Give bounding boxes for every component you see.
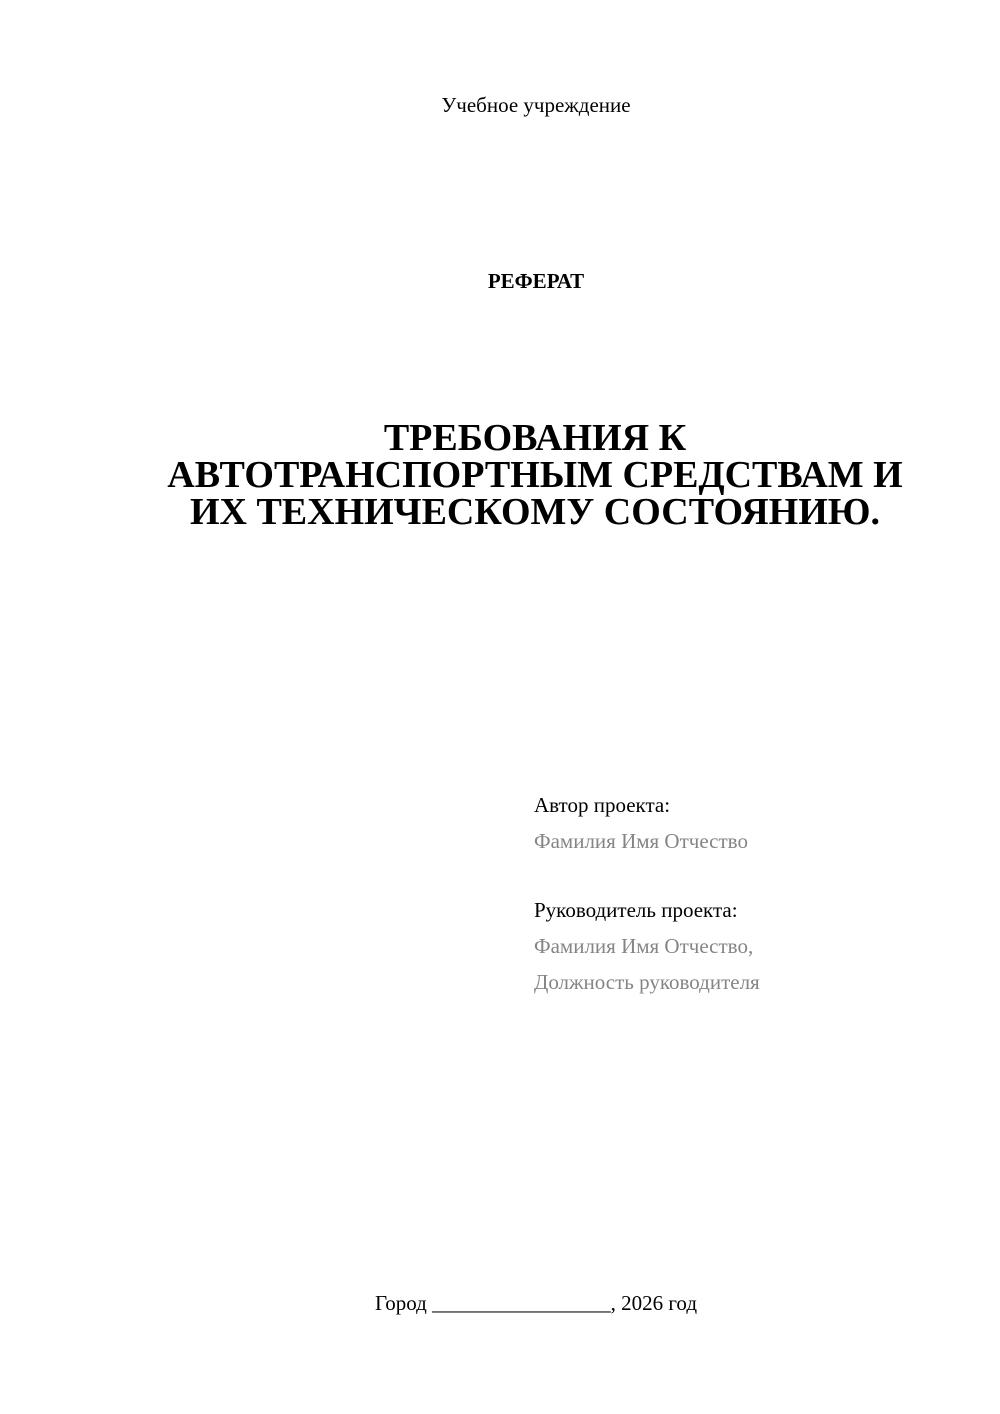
document-type: РЕФЕРАТ [487, 269, 585, 293]
author-label: Автор проекта: [534, 793, 671, 817]
year-text: , 2026 год [610, 1291, 698, 1315]
title-line: ИХ ТЕХНИЧЕСКОМУ СОСТОЯНИЮ. [189, 491, 881, 533]
city-blank: _________________ [432, 1291, 611, 1315]
author-block [534, 787, 974, 859]
document-title [140, 417, 930, 533]
title-line: АВТОТРАНСПОРТНЫМ СРЕДСТВАМ И [167, 454, 903, 496]
supervisor-label: Руководитель проекта: [534, 898, 738, 922]
title-line: ТРЕБОВАНИЯ К [383, 417, 687, 459]
city-label: Город [374, 1291, 427, 1315]
supervisor-block [534, 892, 974, 1000]
institution-name: Учебное учреждение [441, 93, 631, 117]
supervisor-name: Фамилия Имя Отчество, [534, 934, 754, 958]
author-name: Фамилия Имя Отчество [534, 829, 748, 853]
city-year-line [0, 1288, 1000, 1318]
supervisor-position: Должность руководителя [534, 970, 760, 994]
